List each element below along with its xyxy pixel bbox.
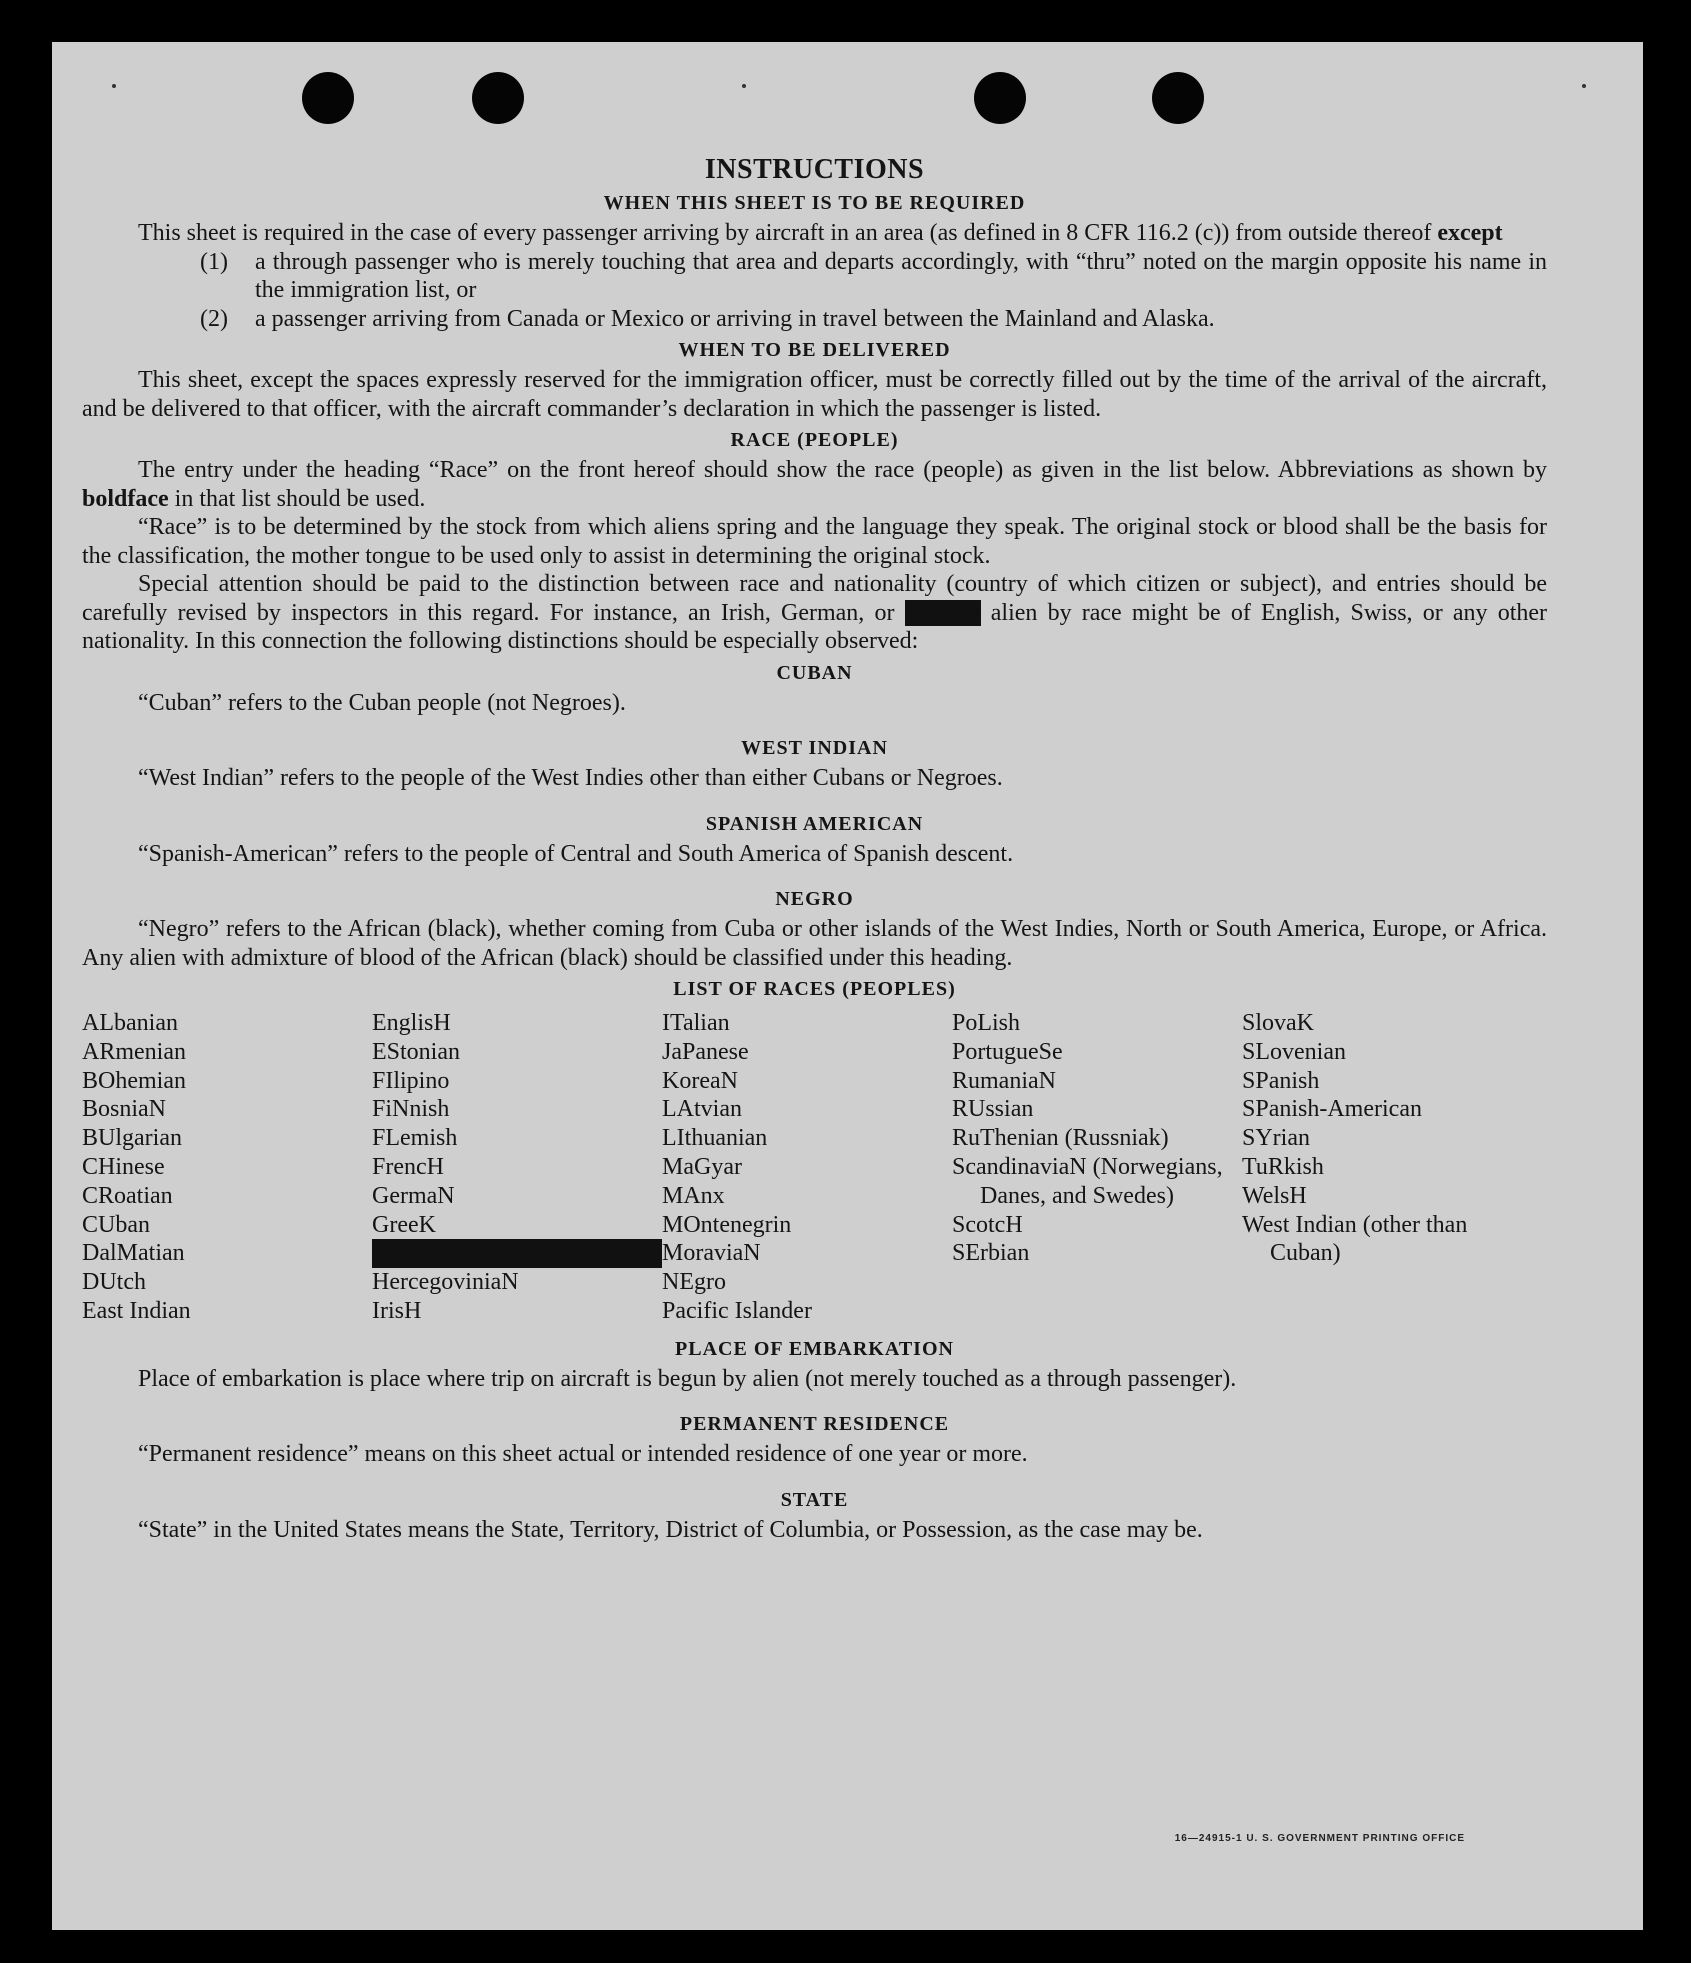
race-entry: SPanish xyxy=(1242,1067,1320,1094)
race-entry: ALbanian xyxy=(82,1010,178,1036)
race-entry: PoLish xyxy=(952,1010,1021,1036)
race-entry: ARmenian xyxy=(82,1038,186,1065)
race-entry: CUban xyxy=(82,1211,150,1238)
bold-text: except xyxy=(1437,220,1503,246)
race-entry: CHinese xyxy=(82,1153,165,1180)
race-entry: SErbian xyxy=(952,1240,1030,1267)
section-heading: LIST OF RACES (PEOPLES) xyxy=(673,978,956,1000)
race-entry: SPanish-American xyxy=(1242,1096,1422,1123)
race-column xyxy=(952,1009,1242,1326)
section-heading: RACE (PEOPLE) xyxy=(730,429,899,451)
paragraph: This sheet, except the spaces expressly reserved for the immigration officer, must be correctly filled out by the time of the arrival of the aircraft, and be delivered to that officer, with the aircraft commander’s declaration in which the passenger is listed. xyxy=(82,367,1547,422)
race-entry: DalMatian xyxy=(82,1240,185,1267)
section-heading: PERMANENT RESIDENCE xyxy=(679,1413,950,1436)
race-column xyxy=(662,1009,952,1326)
race-entry: MoraviaN xyxy=(662,1240,761,1267)
race-entry: PortugueSe xyxy=(952,1038,1063,1065)
list-item xyxy=(200,305,1547,334)
punch-hole xyxy=(974,72,1026,124)
race-entry: East Indian xyxy=(82,1297,191,1324)
race-entry: FLemish xyxy=(372,1125,458,1152)
paragraph xyxy=(82,456,1547,513)
race-entry: CRoatian xyxy=(82,1182,173,1209)
paragraph xyxy=(82,219,1547,248)
speck xyxy=(742,84,746,88)
section-heading: WHEN TO BE DELIVERED xyxy=(678,339,951,361)
paragraph: “Spanish-American” refers to the people of Central and South America of Spanish descent. xyxy=(138,840,1014,867)
item-number: (2) xyxy=(200,305,228,332)
race-entry: KoreaN xyxy=(662,1067,738,1094)
race-entry: IrisH xyxy=(372,1297,422,1324)
item-text: a passenger arriving from Canada or Mexico or arriving in travel between the Mainland and Alaska. xyxy=(255,305,1215,332)
punch-hole xyxy=(1152,72,1204,124)
paragraph: “Negro” refers to the African (black), whether coming from Cuba or other islands of the West Indies, North or South America, Europe, or Africa. Any alien with admixture of blood of the African (black) should be classified under this heading. xyxy=(82,916,1547,971)
race-entry: EnglisH xyxy=(372,1010,451,1036)
section-heading: WHEN THIS SHEET IS TO BE REQUIRED xyxy=(603,192,1026,214)
race-entry: NEgro xyxy=(662,1269,726,1296)
paragraph xyxy=(82,570,1547,656)
struck-word: Hebrew xyxy=(904,599,981,626)
punch-hole xyxy=(302,72,354,124)
race-entry: TuRkish xyxy=(1242,1153,1324,1180)
section-heading: CUBAN xyxy=(776,661,853,684)
paragraph: “Cuban” refers to the Cuban people (not Negroes). xyxy=(138,689,626,716)
race-column xyxy=(1242,1009,1532,1326)
race-entry: SLovenian xyxy=(1242,1038,1346,1065)
paragraph: “Permanent residence” means on this sheet actual or intended residence of one year or more. xyxy=(138,1441,1028,1468)
paragraph: Place of embarkation is place where trip on aircraft is begun by alien (not merely touched as a through passenger). xyxy=(138,1365,1237,1392)
race-entry: LAtvian xyxy=(662,1096,742,1123)
race-entry: ITalian xyxy=(662,1010,730,1036)
race-column xyxy=(372,1009,662,1326)
race-entry: FrencH xyxy=(372,1153,444,1180)
instruction-sheet xyxy=(52,42,1643,1930)
race-entry: DUtch xyxy=(82,1269,146,1296)
list-item xyxy=(200,248,1547,305)
paragraph: “State” in the United States means the State, Territory, District of Columbia, or Possession, as the case may be. xyxy=(138,1516,1203,1543)
punch-hole xyxy=(472,72,524,124)
section-heading: STATE xyxy=(780,1488,849,1511)
speck xyxy=(112,84,116,88)
text: alien by race might be of English, Swiss, or any other nationality. In this connection the following distinctions should be especially observed: xyxy=(82,599,1547,654)
race-entry: FIlipino xyxy=(372,1067,450,1094)
section-heading: WEST INDIAN xyxy=(741,737,888,759)
section-heading: NEGRO xyxy=(775,888,854,910)
race-entry: BosniaN xyxy=(82,1096,166,1123)
race-entry: JaPanese xyxy=(662,1038,749,1065)
race-entry: MaGyar xyxy=(662,1153,742,1180)
paragraph: “Race” is to be determined by the stock from which aliens spring and the language they speak. The original stock or blood shall be the basis for the classification, the mother tongue to be used only to assist in determining the original stock. xyxy=(82,514,1547,569)
race-list xyxy=(82,1009,1547,1326)
print-code: 16—24915-1 U. S. GOVERNMENT PRINTING OFFICE xyxy=(1174,1833,1465,1844)
section-heading: PLACE OF EMBARKATION xyxy=(675,1337,954,1360)
speck xyxy=(1582,84,1586,88)
race-entry: LIthuanian xyxy=(662,1125,768,1152)
paragraph: “West Indian” refers to the people of the West Indies other than either Cubans or Negroes. xyxy=(138,765,1003,791)
race-entry: RumaniaN xyxy=(952,1067,1056,1094)
race-entry: WelsH xyxy=(1242,1182,1307,1209)
race-entry: HercegoviniaN xyxy=(372,1269,519,1296)
section-heading: SPANISH AMERICAN xyxy=(705,812,924,835)
race-entry: MAnx xyxy=(662,1182,725,1209)
race-entry: EStonian xyxy=(372,1038,460,1065)
race-entry: RuThenian (Russniak) xyxy=(952,1125,1169,1152)
race-column xyxy=(82,1009,372,1326)
race-entry: ScandinaviaN (Norwegians, Danes, and Swedes) xyxy=(952,1153,1223,1209)
race-entry: Pacific Islander xyxy=(662,1297,812,1324)
race-entry: GreeK xyxy=(372,1211,436,1238)
page-title: INSTRUCTIONS xyxy=(704,154,925,185)
race-entry: ScotcH xyxy=(952,1211,1023,1238)
race-entry: West Indian (other than Cuban) xyxy=(1242,1211,1468,1267)
race-entry: SYrian xyxy=(1242,1125,1310,1152)
race-entry: SlovaK xyxy=(1242,1010,1314,1036)
race-entry: MOntenegrin xyxy=(662,1211,792,1238)
race-entry: RUssian xyxy=(952,1096,1034,1123)
item-text: a through passenger who is merely touching that area and departs accordingly, with “thru” noted on the margin opposite his name in the immigration list, or xyxy=(255,248,1547,303)
text: Special attention should be paid to the distinction between race and nationality (country of which citizen or subject), and entries should be carefully revised by inspectors in this regard. For instance, an Irish, German, or xyxy=(82,571,1547,626)
item-number: (1) xyxy=(200,248,228,275)
race-entry: BOhemian xyxy=(82,1067,186,1094)
race-entry: FiNnish xyxy=(372,1096,450,1123)
text: The entry under the heading “Race” on the front hereof should show the race (people) as given in the list below. Abbreviations as shown by xyxy=(138,457,1547,483)
text: in that list should be used. xyxy=(168,485,426,512)
race-entry: HebreW xyxy=(372,1239,662,1268)
document-body xyxy=(82,154,1547,1544)
race-entry: BUlgarian xyxy=(82,1125,182,1152)
race-entry: GermaN xyxy=(372,1182,455,1209)
text: This sheet is required in the case of every passenger arriving by aircraft in an area (as defined in 8 CFR 116.2 (c)) from outside thereof xyxy=(138,220,1438,246)
bold-text: boldface xyxy=(82,485,169,512)
